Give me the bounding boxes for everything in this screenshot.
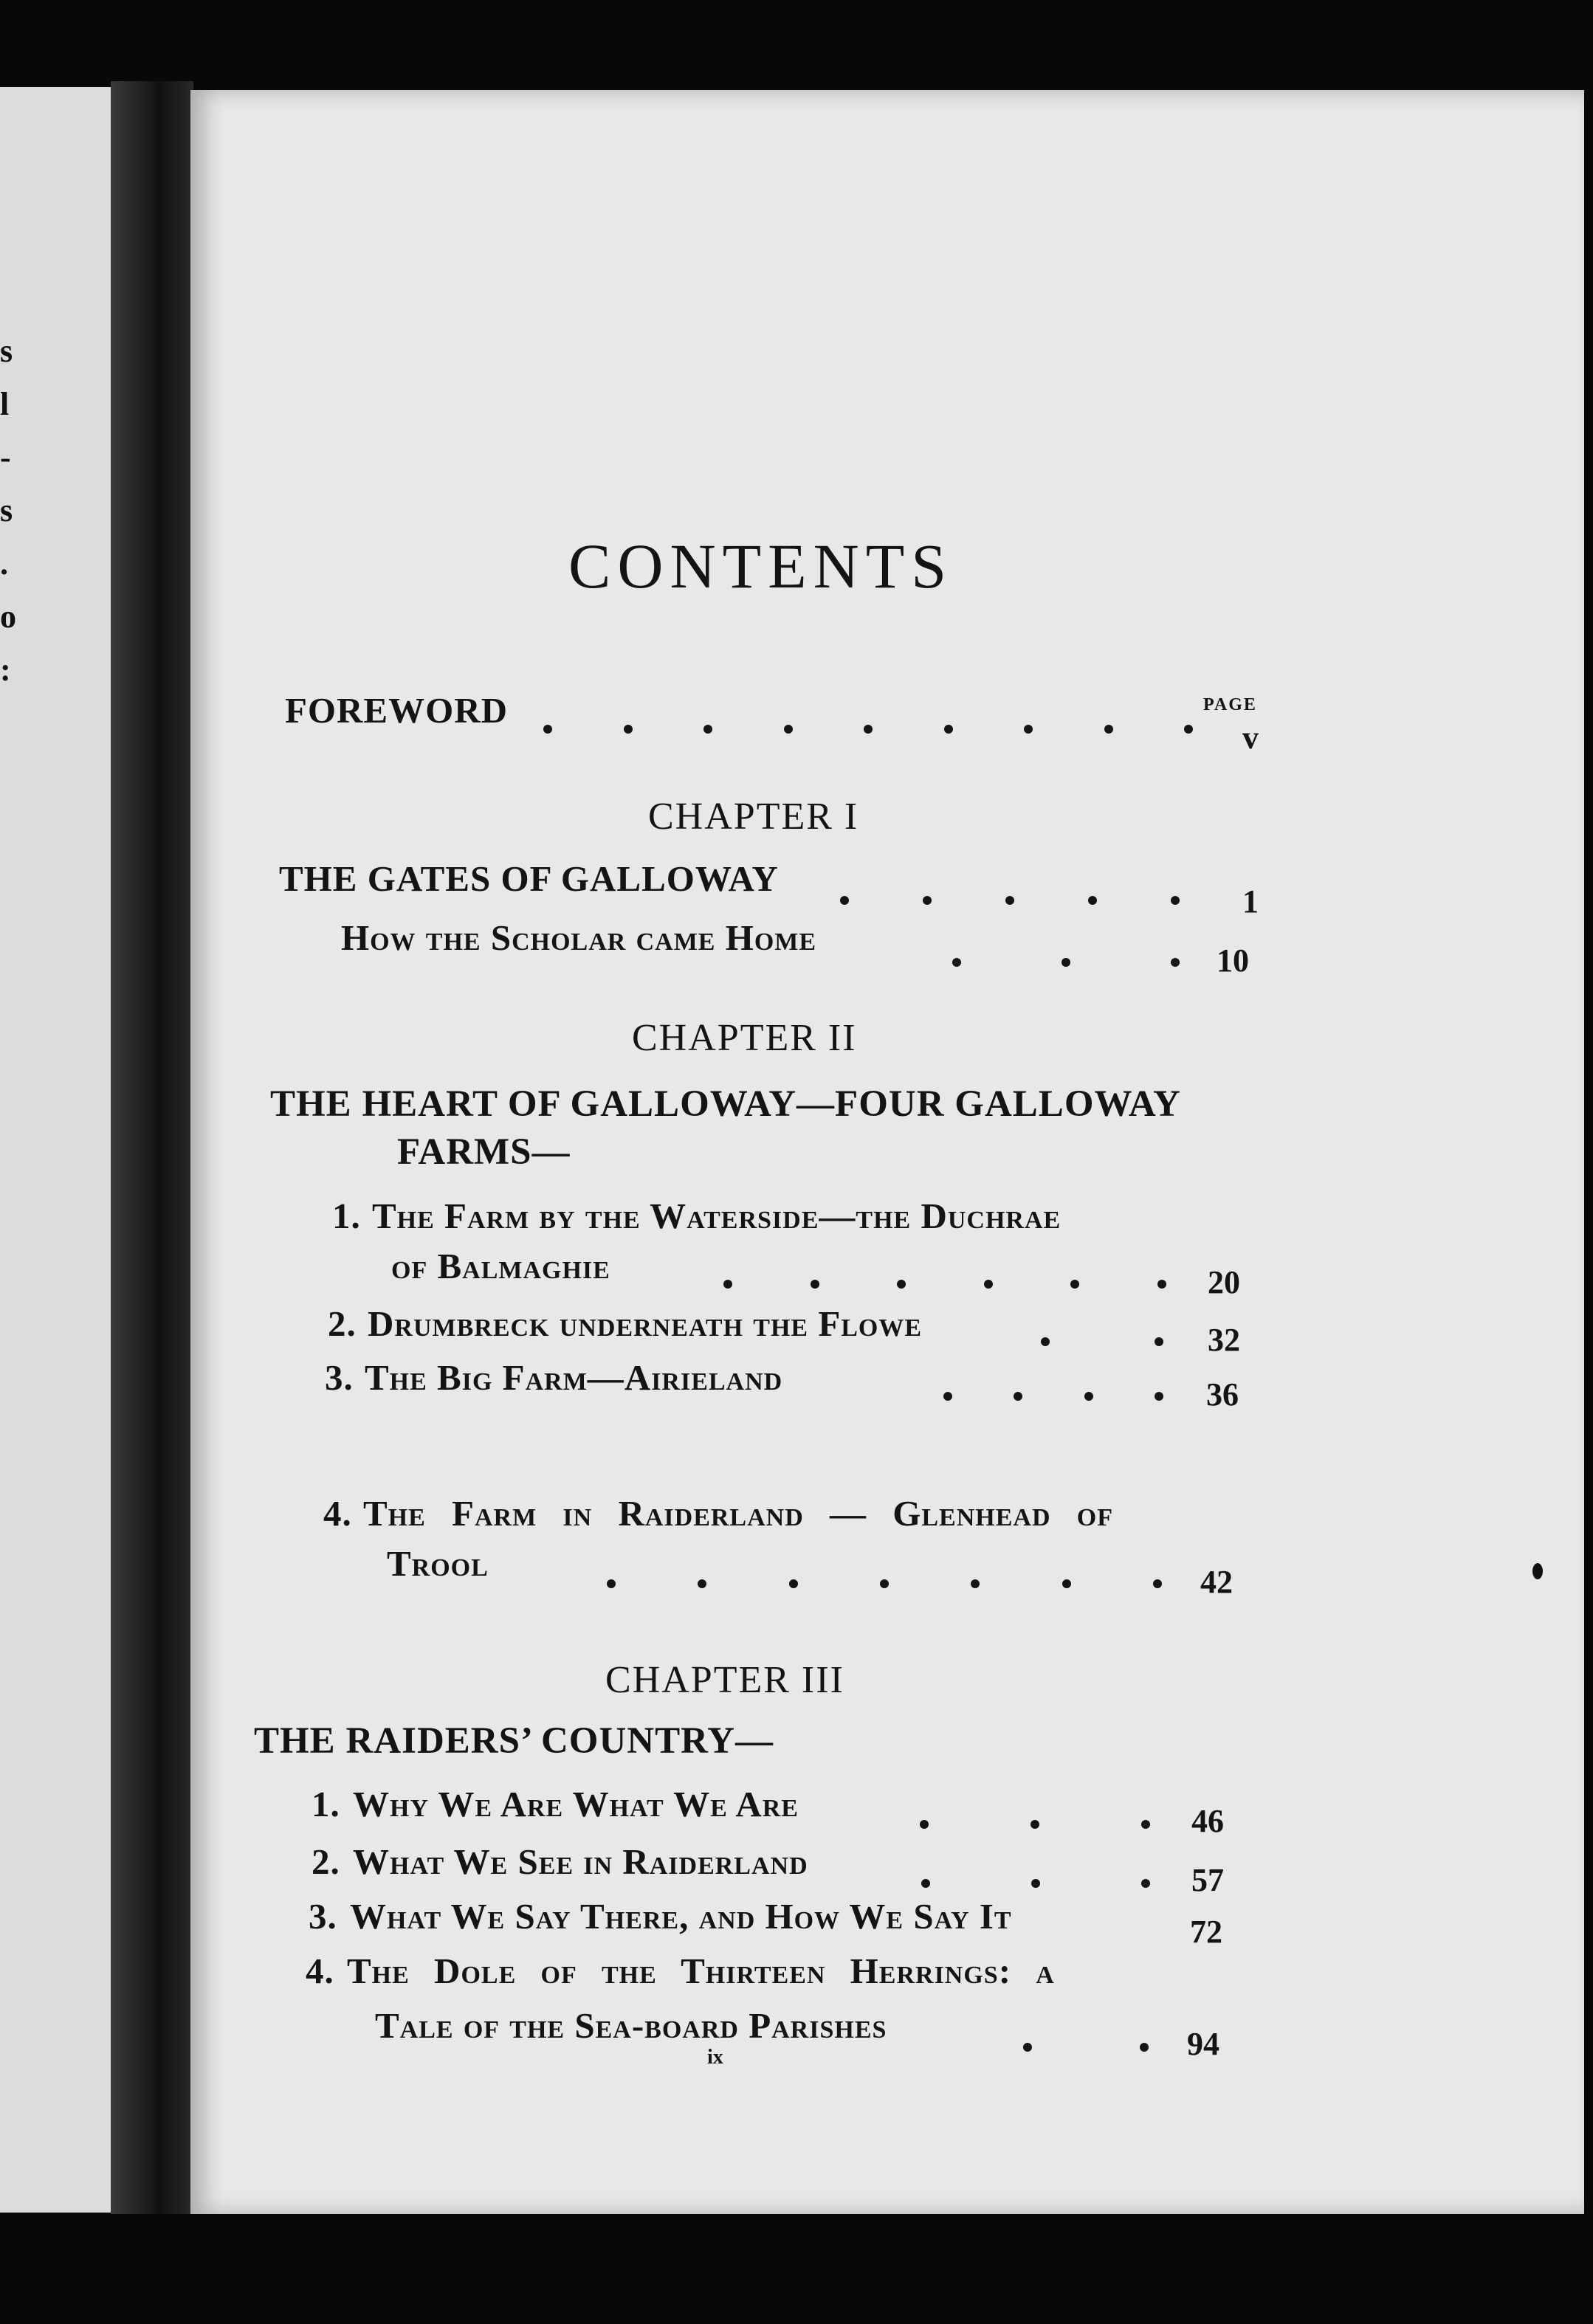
chapter-3-item-3-number: 3.: [309, 1896, 337, 1937]
chapter-1-section-leader-dots: [952, 958, 1180, 967]
chapter-2-item-2-line-1: Drumbreck underneath the Flowe: [368, 1303, 923, 1344]
chapter-3-item-4-page: 94: [1187, 2026, 1219, 2062]
chapter-3-item-3-line-1: What We Say There, and How We Say It: [350, 1896, 1012, 1937]
chapter-3-item-2-page: 57: [1191, 1862, 1224, 1898]
chapter-2-item-4-number: 4.: [323, 1493, 352, 1534]
chapter-3-heading: CHAPTER III: [605, 1659, 844, 1701]
chapter-2-item-3-leader-dots: [943, 1392, 1163, 1401]
chapter-1-title-page: 1: [1242, 883, 1259, 920]
chapter-1-section: How the Scholar came Home: [341, 917, 817, 958]
chapter-3-item-1-line-1: Why We Are What We Are: [353, 1784, 799, 1824]
chapter-2-title-line-2: FARMS—: [397, 1131, 571, 1173]
chapter-3-item-4-leader-dots: [1023, 2043, 1149, 2052]
chapter-2-item-3-line-1: The Big Farm—Airieland: [365, 1357, 783, 1398]
chapter-2-title-line-1: THE HEART OF GALLOWAY—FOUR GALLOWAY: [270, 1083, 1181, 1125]
chapter-3-item-1-page: 46: [1191, 1803, 1224, 1839]
chapter-2-item-2-leader-dots: [1041, 1337, 1163, 1346]
chapter-2-item-4-line-2: Trool: [387, 1543, 489, 1584]
book-gutter: [111, 81, 193, 2214]
ink-speck: [1532, 1563, 1543, 1579]
chapter-3-item-1-number: 1.: [312, 1784, 340, 1824]
chapter-3-item-2-line-1: What We See in Raiderland: [353, 1841, 808, 1882]
chapter-3-item-4-line-1: The Dole of the Thirteen Herrings: a: [347, 1951, 1055, 1991]
chapter-2-item-4-leader-dots: [607, 1579, 1162, 1588]
foreword-page-number: v: [1242, 720, 1259, 756]
chapter-3-item-4-line-2: Tale of the Sea-board Parishes: [375, 2005, 887, 2046]
chapter-2-item-3-page: 36: [1206, 1376, 1239, 1413]
chapter-3-item-2-leader-dots: [921, 1879, 1150, 1888]
chapter-2-item-2-number: 2.: [328, 1303, 357, 1344]
chapter-1-heading: CHAPTER I: [648, 796, 859, 838]
chapter-3-item-2-number: 2.: [312, 1841, 340, 1882]
chapter-1-section-page: 10: [1217, 942, 1249, 979]
chapter-2-item-4-page: 42: [1200, 1564, 1233, 1600]
chapter-3-item-4-number: 4.: [306, 1951, 334, 1991]
chapter-2-item-4-line-1: The Farm in Raiderland — Glenhead of: [363, 1493, 1113, 1534]
chapter-2-item-2-page: 32: [1208, 1322, 1240, 1358]
chapter-2-item-1-line-1: The Farm by the Waterside—the Duchrae: [372, 1196, 1062, 1236]
foreword-label: FOREWORD: [285, 690, 508, 731]
chapter-3-title: THE RAIDERS’ COUNTRY—: [254, 1720, 774, 1762]
chapter-3-item-3-page: 72: [1190, 1914, 1222, 1950]
chapter-2-item-1-page: 20: [1208, 1264, 1240, 1300]
page-column-header: PAGE: [1203, 695, 1257, 714]
chapter-3-item-1-leader-dots: [920, 1820, 1150, 1829]
page-folio: ix: [707, 2046, 723, 2069]
chapter-2-item-3-number: 3.: [325, 1357, 354, 1398]
chapter-2-item-1-leader-dots: [723, 1280, 1166, 1289]
facing-page-edge-letters: s l - s . o :: [0, 333, 16, 688]
chapter-2-item-1-line-2: of Balmaghie: [391, 1246, 610, 1286]
chapter-2-item-1-number: 1.: [332, 1196, 361, 1236]
chapter-2-heading: CHAPTER II: [632, 1017, 857, 1059]
page-title: CONTENTS: [568, 531, 954, 601]
chapter-1-title: THE GATES OF GALLOWAY: [279, 858, 779, 899]
foreword-leader-dots: [543, 725, 1193, 734]
contents-page: [190, 90, 1584, 2214]
chapter-1-leader-dots: [840, 896, 1180, 905]
